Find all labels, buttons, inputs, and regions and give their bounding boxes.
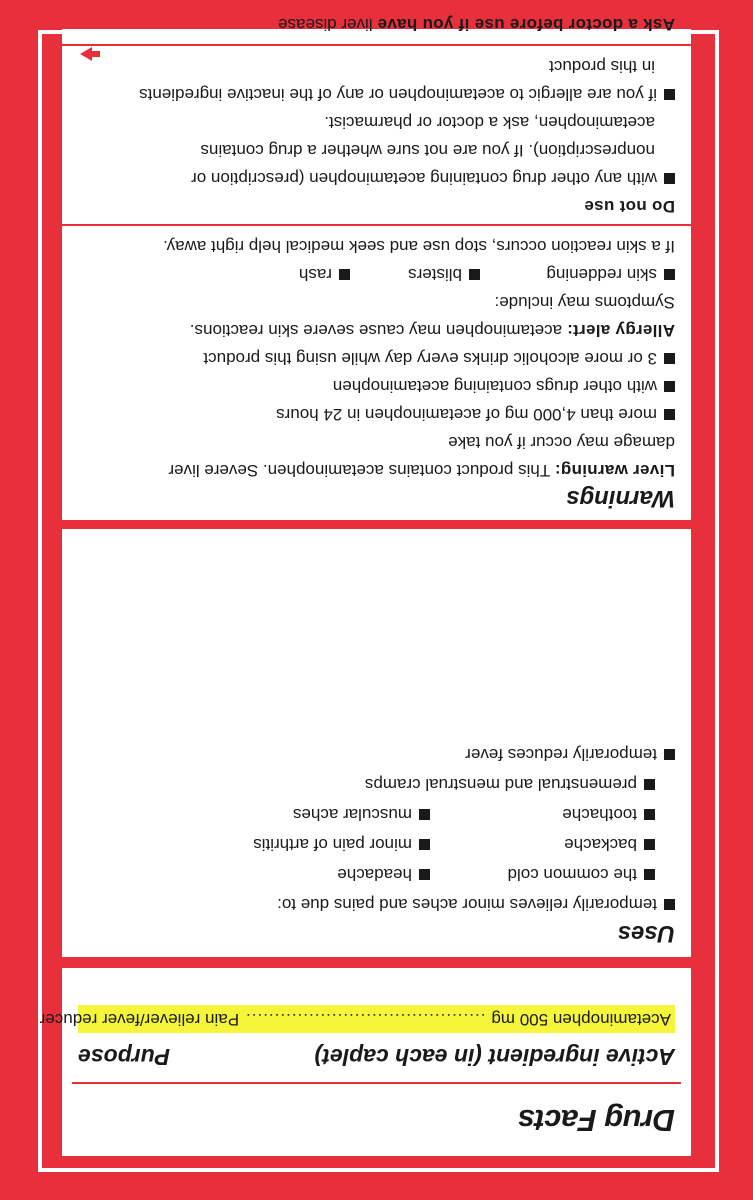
arrow-right-icon xyxy=(80,47,100,61)
list-item: temporarily relieves minor aches and pains due to: xyxy=(78,889,675,919)
purpose-text: Pain reliever/fever reducer xyxy=(39,1010,240,1029)
warnings-box xyxy=(62,15,691,520)
allergy-alert-label: Allergy alert: xyxy=(566,321,675,340)
liver-warning-label: Liver warning: xyxy=(554,461,675,480)
bullet-icon xyxy=(664,381,675,392)
bullet-icon xyxy=(644,869,655,880)
bullet-icon xyxy=(469,269,480,280)
list-item: with any other drug containing acetaminophen (prescription or xyxy=(78,164,675,192)
list-item: the common cold headache xyxy=(78,859,675,889)
bullet-icon xyxy=(644,839,655,850)
purpose-heading: Purpose xyxy=(78,1044,171,1070)
warnings-heading: Warnings xyxy=(566,485,675,512)
bullet-icon xyxy=(664,353,675,364)
uses-heading: Uses xyxy=(617,920,675,947)
ask-doctor-label: Ask a doctor before use if you have xyxy=(377,15,675,34)
list-item: backache minor pain of arthritis xyxy=(78,829,675,859)
bullet-icon xyxy=(664,89,675,100)
active-heading-row xyxy=(78,1043,675,1082)
active-ingredient-row xyxy=(39,1005,675,1033)
list-item: more than 4,000 mg of acetaminophen in 24 hours xyxy=(78,400,675,428)
do-not-use-heading: Do not use xyxy=(584,197,675,216)
bullet-icon xyxy=(664,899,675,910)
bullet-icon xyxy=(664,749,675,760)
bullet-icon xyxy=(419,809,430,820)
leader-dots: .......................................... xyxy=(245,1010,486,1029)
bullet-icon xyxy=(419,869,430,880)
divider xyxy=(62,44,691,46)
ask-doctor-section: Ask a doctor before use if you have liver disease xyxy=(278,15,675,34)
skin-reaction-text: If a skin reaction occurs, stop use and seek medical help right away. xyxy=(163,237,675,256)
bullet-icon xyxy=(644,779,655,790)
bullet-icon xyxy=(664,269,675,280)
active-ingredient-heading: Active ingredient (in each caplet) xyxy=(314,1044,675,1070)
bullet-icon xyxy=(664,173,675,184)
divider xyxy=(62,224,691,226)
bullet-icon xyxy=(644,809,655,820)
uses-list xyxy=(78,739,675,919)
list-item: with other drugs containing acetaminophen xyxy=(78,372,675,400)
drug-facts-box xyxy=(39,968,691,1156)
bullet-icon xyxy=(419,839,430,850)
list-item: toothache muscular aches xyxy=(78,799,675,829)
page-title: Drug Facts xyxy=(72,1082,681,1156)
bullet-icon xyxy=(664,409,675,420)
list-item: if you are allergic to acetaminophen or any of the inactive ingredients xyxy=(78,80,675,108)
uses-box xyxy=(62,529,691,957)
bullet-icon xyxy=(339,269,350,280)
list-item: 3 or more alcoholic drinks every day while using this product xyxy=(78,344,675,372)
do-not-use-section: Do not use with any other drug containing acetaminophen (prescription or nonprescription). If you are not sure whether a drug contains acetaminophen, ask a doctor or pharmacist. if you are allergic to acetaminophen or any of the inactive ingredients in this product xyxy=(78,52,675,224)
liver-warning: Liver warning: This product contains acetaminophen. Severe liver damage may occur if you take more than 4,000 mg of acetaminophen in 24 hours with other drugs containing acetaminophen 3 or more alcoholic drinks every day while using this product Allergy alert: acetaminophen may cause severe skin reactions. Symptoms may include: skin reddening blisters rash If a skin reaction occurs, stop use and seek medical help right away. xyxy=(78,232,675,484)
symptoms-list: skin reddening blisters rash xyxy=(78,260,675,288)
list-item: temporarily reduces fever xyxy=(78,739,675,769)
active-ingredient: Acetaminophen 500 mg xyxy=(491,1010,671,1029)
list-item: premenstrual and menstrual cramps xyxy=(78,769,675,799)
